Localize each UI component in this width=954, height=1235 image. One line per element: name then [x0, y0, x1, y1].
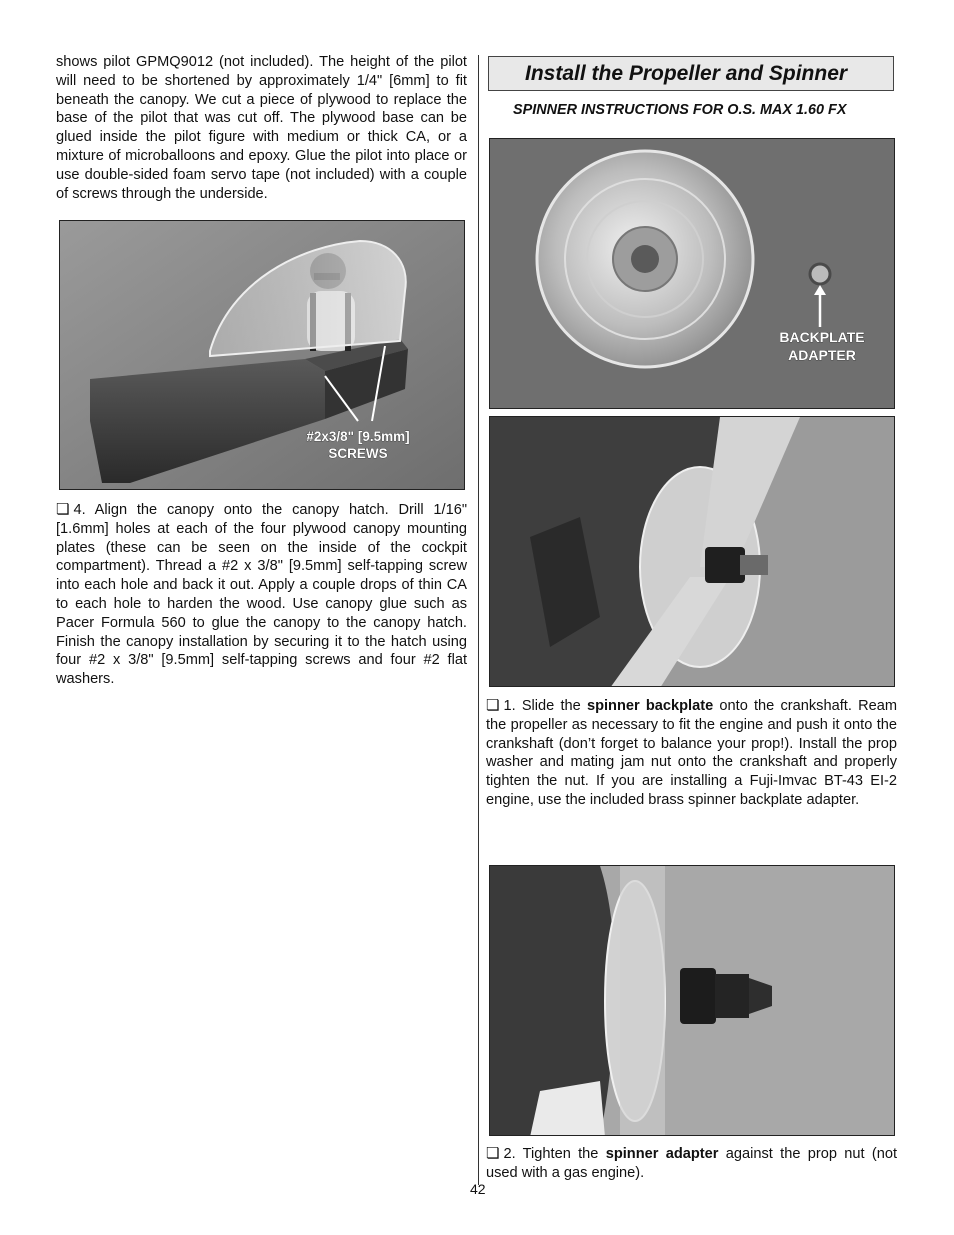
- screws-photo-label-line2: SCREWS: [328, 446, 388, 461]
- step4-checkbox[interactable]: ❏: [56, 500, 70, 518]
- column-divider: [478, 55, 479, 1185]
- page-number: 42: [470, 1181, 486, 1197]
- step1-text-bold: spinner backplate: [586, 698, 714, 714]
- step1-checkbox[interactable]: ❏: [486, 696, 500, 714]
- spinner-subheading: SPINNER INSTRUCTIONS FOR O.S. MAX 1.60 FX: [513, 102, 847, 118]
- prop-mounted-photo: [489, 416, 895, 687]
- step4-paragraph: [56, 500, 467, 689]
- step1-text-pre: 1. Slide the: [503, 698, 587, 714]
- step2-text-pre: 2. Tighten the: [503, 1146, 606, 1162]
- step2-text-bold: spinner adapter: [605, 1146, 719, 1162]
- step2-paragraph: [486, 1144, 897, 1183]
- spinner-adapter-photo: [489, 865, 895, 1136]
- screws-photo-label-line1: #2x3/8" [9.5mm]: [306, 429, 410, 444]
- canopy-pilot-photo: [59, 220, 465, 490]
- step4-text: 4. Align the canopy onto the canopy hatch. Drill 1/16" [1.6mm] holes at each of the four plywood canopy mounting plates (these can be seen on the inside of the cockpit compartment). Thread a #2 x 3/8" [9.5mm] self-tapping screw into each hole and back it out. Apply a couple drops of thin CA to each hole to harden the wood. Use canopy glue such as Pacer Formula 560 to glue the canopy to the canopy hatch. Finish the canopy installation by securing it to the hatch using four #2 x 3/8" [9.5mm] self-tapping screws and four #2 flat washers.: [56, 502, 467, 688]
- section-heading-box: [488, 56, 894, 91]
- step2-checkbox[interactable]: ❏: [486, 1144, 500, 1162]
- step1-paragraph: [486, 696, 897, 810]
- step2-text-post: against the prop nut (not used with a gas engine).: [486, 1146, 898, 1181]
- intro-paragraph: shows pilot GPMQ9012 (not included). The height of the pilot will need to be shortened by approximately 1/4" [6mm] to fit beneath the canopy. We cut a piece of plywood to replace the base of the pilot that was cut off. The plywood base can be glued inside the pilot figure with medium or thick CA, or a mixture of microballoons and epoxy. Glue the pilot into place or use double-sided foam servo tape (not included) with a couple of screws through the underside.: [56, 54, 467, 202]
- step1-text-post: onto the crankshaft. Ream the propeller as necessary to fit the engine and push it onto the crankshaft (don’t forget to balance your prop!). Install the prop washer and mating jam nut onto the crankshaft and properly tighten the nut. If you are installing a Fuji-Imvac BT-43 EI-2 engine, use the included brass spinner backplate adapter.: [486, 698, 897, 808]
- backplate-photo: [489, 138, 895, 409]
- section-title: Install the Propeller and Spinner: [525, 62, 848, 85]
- backplate-label-line2: ADAPTER: [788, 347, 856, 363]
- backplate-label-line1: BACKPLATE: [779, 329, 865, 345]
